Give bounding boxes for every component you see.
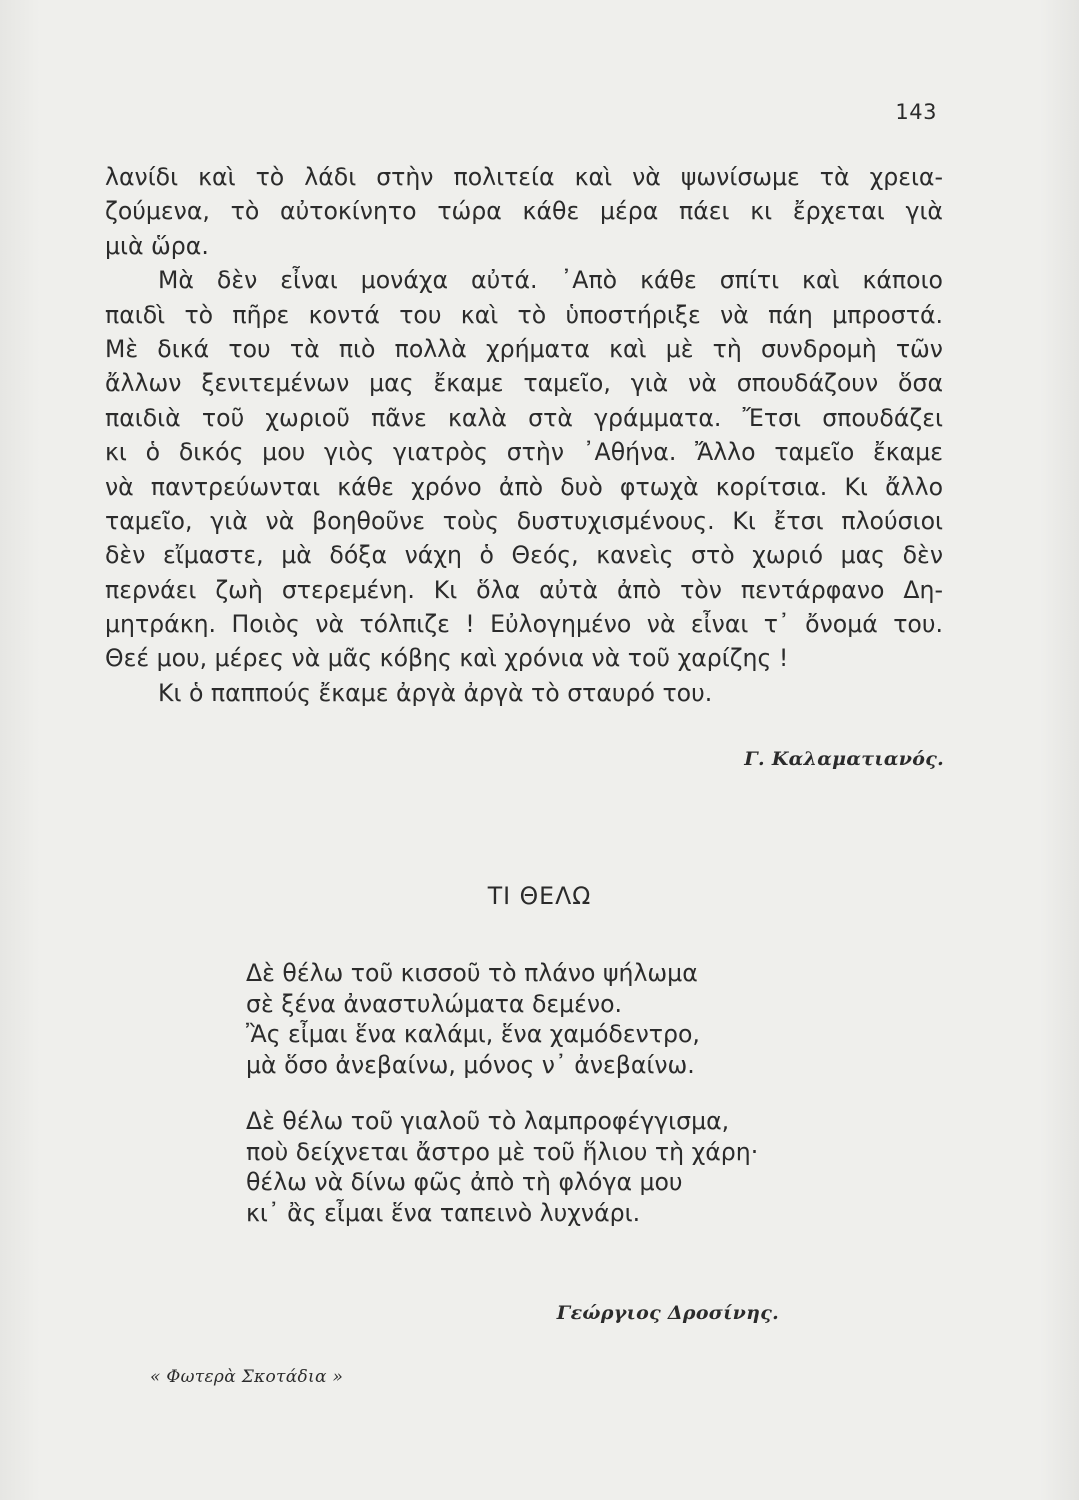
prose-line: δὲν εἴμαστε, μὰ δόξα νάχη ὁ Θεός, κανεὶς στὸ χωριό μας δὲν bbox=[105, 541, 943, 570]
prose-line: νὰ παντρεύωνται κάθε χρόνο ἀπὸ δυὸ φτωχὰ κορίτσια. Κι ἄλλο bbox=[105, 472, 943, 501]
poem-verse: Δὲ θέλω τοῦ γιαλοῦ τὸ λαμπροφέγγισμα, bbox=[246, 1107, 730, 1135]
poem bbox=[246, 958, 758, 1228]
poem-verse: μὰ ὅσο ἀνεβαίνω, μόνος ν᾽ ἀνεβαίνω. bbox=[246, 1050, 695, 1079]
prose-line: παιδὶ τὸ πῆρε κοντά του καὶ τὸ ὑποστήριξε νὰ πάη μπροστά. bbox=[105, 300, 943, 329]
prose-line: Μὲ δικά του τὰ πιὸ πολλὰ χρήματα καὶ μὲ τὴ συνδρομὴ τῶν bbox=[105, 334, 943, 363]
source-citation: « Φωτερὰ Σκοτάδια » bbox=[150, 1367, 344, 1387]
prose-line: παιδιὰ τοῦ χωριοῦ πᾶνε καλὰ στὰ γράμματα. Ἔτσι σπουδάζει bbox=[105, 403, 943, 432]
prose-line: περνάει ζωὴ στερεμένη. Κι ὅλα αὐτὰ ἀπὸ τὸν πεντάρφανο Δη- bbox=[105, 575, 943, 604]
prose-line: Μὰ δὲν εἶναι μονάχα αὐτά. ᾽Απὸ κάθε σπίτι καὶ κάποιο bbox=[158, 266, 943, 295]
poem-verse: ποὺ δείχνεται ἄστρο μὲ τοῦ ἥλιου τὴ χάρη· bbox=[246, 1137, 759, 1166]
prose-line: μιὰ ὥρα. bbox=[105, 231, 209, 260]
prose-line: Κι ὁ παππούς ἔκαμε ἀργὰ ἀργὰ τὸ σταυρό του. bbox=[158, 678, 713, 707]
prose-line: ζούμενα, τὸ αὐτοκίνητο τώρα κάθε μέρα πάει κι ἔρχεται γιὰ bbox=[105, 197, 943, 226]
stanza-break bbox=[246, 1080, 758, 1106]
prose-line: ταμεῖο, γιὰ νὰ βοηθοῦνε τοὺς δυστυχισμένους. Κι ἔτσι πλούσιοι bbox=[105, 506, 943, 535]
prose-line: κι ὁ δικός μου γιὸς γιατρὸς στὴν ᾽Αθήνα. Ἄλλο ταμεῖο ἔκαμε bbox=[105, 438, 943, 467]
poem-verse: Ἂς εἶμαι ἕνα καλάμι, ἕνα χαμόδεντρο, bbox=[246, 1020, 700, 1048]
poem-verse: θέλω νὰ δίνω φῶς ἀπὸ τὴ φλόγα μου bbox=[246, 1168, 683, 1196]
poem-verse: σὲ ξένα ἀναστυλώματα δεμένο. bbox=[246, 989, 623, 1018]
poet-signature: Γεώργιος Δροσίνης. bbox=[556, 1302, 779, 1324]
prose-text bbox=[105, 160, 943, 710]
prose-line: ἄλλων ξενιτεμένων μας ἔκαμε ταμεῖο, γιὰ νὰ σπουδάζουν ὅσα bbox=[105, 369, 943, 398]
poem-title: ΤΙ ΘΕΛΩ bbox=[487, 882, 592, 910]
author-signature: Γ. Καλαματιανός. bbox=[744, 748, 944, 770]
prose-line: μητράκη. Ποιὸς νὰ τόλπιζε ! Εὐλογημένο νὰ εἶναι τ᾽ ὄνομά του. bbox=[105, 610, 943, 639]
prose-line: Θεέ μου, μέρες νὰ μᾶς κόβης καὶ χρόνια νὰ τοῦ χαρίζης ! bbox=[105, 644, 789, 673]
page-number: 143 bbox=[895, 100, 937, 124]
prose-line: λανίδι καὶ τὸ λάδι στὴν πολιτεία καὶ νὰ ψωνίσωμε τὰ χρεια- bbox=[105, 163, 943, 191]
poem-verse: κι᾽ ἂς εἶμαι ἕνα ταπεινὸ λυχνάρι. bbox=[246, 1198, 641, 1227]
poem-verse: Δὲ θέλω τοῦ κισσοῦ τὸ πλάνο ψήλωμα bbox=[246, 959, 698, 987]
